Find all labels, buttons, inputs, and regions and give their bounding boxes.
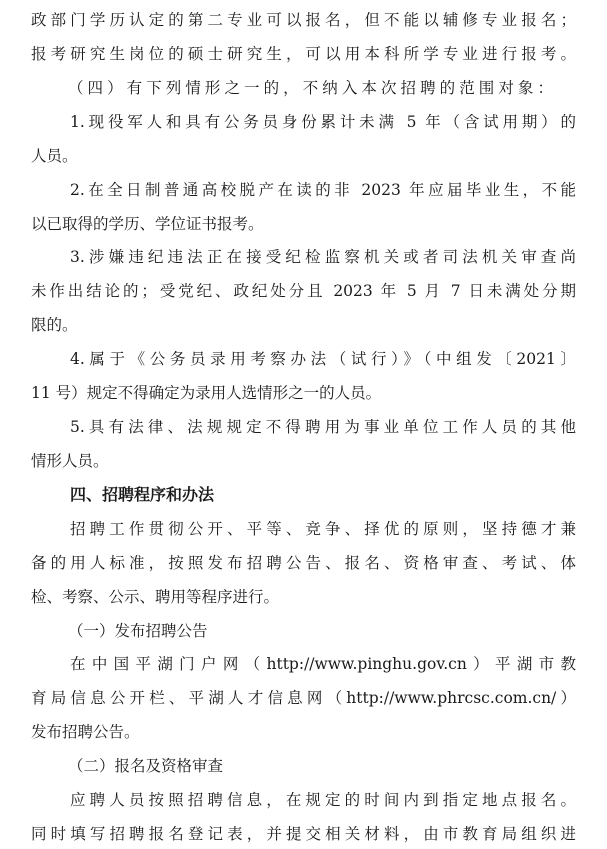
line-text: 11 号）规定不得确定为录用人选情形之一的人员。 [31,384,382,402]
subsection-heading [0,616,607,646]
line-text: 政部门学历认定的第二专业可以报名，但不能以辅修专业报名； [31,11,576,29]
text-line [0,175,607,205]
line-text: 5.具有法律、法规规定不得聘用为事业单位工作人员的其他 [70,418,576,436]
text-line [0,107,607,137]
line-text: 限的。 [31,316,78,334]
line-text: 情形人员。 [31,452,109,470]
text-line [0,785,607,815]
line-text: 招聘工作贯彻公开、平等、竞争、择优的原则，坚持德才兼 [70,520,576,538]
text-line [0,242,607,272]
text-line [0,344,607,374]
line-text: 以已取得的学历、学位证书报考。 [31,215,264,233]
text-line [0,683,607,713]
text-line [0,209,607,239]
text-line [0,276,607,306]
line-text: 应聘人员按照招聘信息，在规定的时间内到指定地点报名。 [70,791,576,809]
text-line [0,649,607,679]
line-text: 备的用人标准，按照发布招聘公告、报名、资格审查、考试、体 [31,554,576,572]
line-text: 2.在全日制普通高校脱产在读的非 2023 年应届毕业生，不能 [70,181,576,199]
line-text: 发布招聘公告。 [31,723,140,741]
line-text: 未作出结论的；受党纪、政纪处分且 2023 年 5 月 7 日未满处分期 [31,282,576,300]
text-line [0,582,607,612]
text-line [0,73,607,103]
text-line [0,39,607,69]
line-text: 在中国平湖门户网（http://www.pinghu.gov.cn）平湖市教 [70,655,576,673]
text-line [0,548,607,578]
line-text: 育局信息公开栏、平湖人才信息网（http://www.phrcsc.com.cn/） [31,689,576,707]
text-line [0,141,607,171]
line-text: 3.涉嫌违纪违法正在接受纪检监察机关或者司法机关审查尚 [70,248,576,266]
line-text: 人员。 [31,147,78,165]
subheading-text: （二）报名及资格审查 [68,757,224,775]
text-line [0,5,607,35]
line-text: 检、考察、公示、聘用等程序进行。 [31,588,280,606]
text-line [0,412,607,442]
line-text: 1.现役军人和具有公务员身份累计未满 5 年（含试用期）的 [70,113,576,131]
text-line [0,819,607,849]
subsection-heading [0,751,607,781]
section-heading [0,480,607,510]
text-line [0,378,607,408]
text-line [0,310,607,340]
text-line [0,717,607,747]
line-text: （四）有下列情形之一的，不纳入本次招聘的范围对象： [68,79,553,97]
text-line [0,446,607,476]
text-line [0,514,607,544]
line-text: 同时填写招聘报名登记表，并提交相关材料，由市教育局组织进 [31,825,576,843]
line-text: 报考研究生岗位的硕士研究生，可以用本科所学专业进行报考。 [31,45,576,63]
subheading-text: （一）发布招聘公告 [68,622,208,640]
heading-text: 四、招聘程序和办法 [70,485,215,504]
line-text: 4.属于《公务员录用考察办法（试行）》（中组发〔2021〕 [70,350,576,368]
